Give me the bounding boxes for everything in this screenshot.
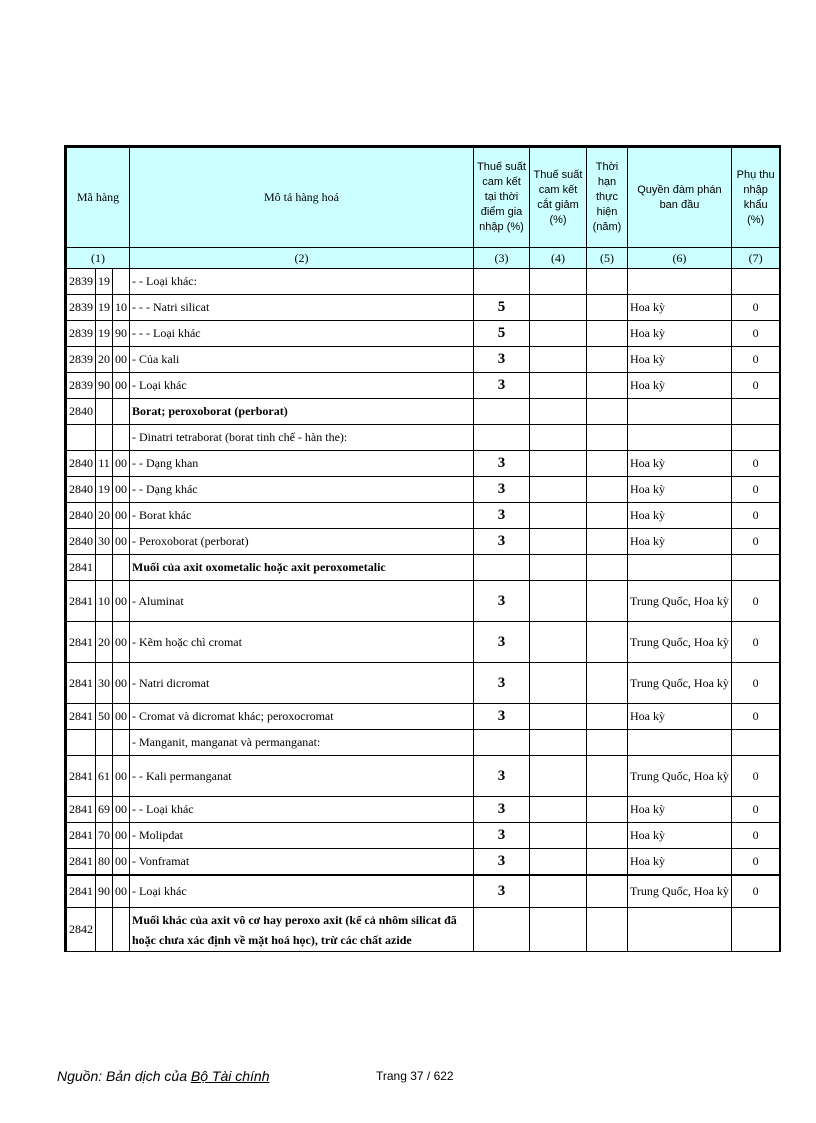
tariff-line-code-cell: 00 bbox=[113, 451, 130, 477]
tariff-line-code-cell bbox=[113, 730, 130, 756]
footer-source-prefix: Nguồn: Bản dịch của bbox=[57, 1068, 191, 1084]
subheading-code-cell: 19 bbox=[96, 295, 113, 321]
rate-cut-cell bbox=[530, 730, 587, 756]
subheading-code-cell: 19 bbox=[96, 269, 113, 295]
description-cell: - Loại khác bbox=[130, 373, 474, 399]
negotiation-rights-cell bbox=[628, 730, 732, 756]
heading-code-cell: 2841 bbox=[66, 555, 96, 581]
heading-code-cell: 2841 bbox=[66, 663, 96, 704]
negotiation-rights-cell: Hoa kỳ bbox=[628, 347, 732, 373]
table-row bbox=[66, 451, 781, 477]
tariff-line-code-cell: 00 bbox=[113, 849, 130, 876]
subheading-code-cell: 19 bbox=[96, 477, 113, 503]
negotiation-rights-cell: Trung Quốc, Hoa kỳ bbox=[628, 622, 732, 663]
heading-code-cell: 2840 bbox=[66, 477, 96, 503]
tariff-line-code-cell: 10 bbox=[113, 295, 130, 321]
description-cell: - Của kali bbox=[130, 347, 474, 373]
header-surcharge: Phụ thu nhập khẩu (%) bbox=[731, 147, 780, 248]
description-cell: - - Dạng khác bbox=[130, 477, 474, 503]
subheading-code-cell bbox=[96, 399, 113, 425]
period-cell bbox=[587, 581, 628, 622]
description-cell: - Dinatri tetraborat (borat tinh chế - hàn the): bbox=[130, 425, 474, 451]
heading-code-cell bbox=[66, 730, 96, 756]
tariff-table bbox=[64, 145, 781, 952]
surcharge-cell: 0 bbox=[731, 321, 780, 347]
heading-code-cell: 2840 bbox=[66, 451, 96, 477]
header-period: Thời hạn thực hiện (năm) bbox=[587, 147, 628, 248]
description-cell: - Vonframat bbox=[130, 849, 474, 876]
tariff-line-code-cell: 00 bbox=[113, 503, 130, 529]
rate-cut-cell bbox=[530, 321, 587, 347]
rate-join-cell: 3 bbox=[474, 451, 530, 477]
table-row bbox=[66, 581, 781, 622]
tariff-line-code-cell: 90 bbox=[113, 321, 130, 347]
heading-code-cell: 2841 bbox=[66, 622, 96, 663]
period-cell bbox=[587, 908, 628, 952]
surcharge-cell: 0 bbox=[731, 347, 780, 373]
heading-code-cell: 2841 bbox=[66, 849, 96, 876]
heading-code-cell: 2841 bbox=[66, 797, 96, 823]
subheading-code-cell: 20 bbox=[96, 622, 113, 663]
subheading-code-cell: 80 bbox=[96, 849, 113, 876]
description-cell: - Peroxoborat (perborat) bbox=[130, 529, 474, 555]
subheading-code-cell bbox=[96, 730, 113, 756]
period-cell bbox=[587, 704, 628, 730]
rate-join-cell: 3 bbox=[474, 704, 530, 730]
period-cell bbox=[587, 399, 628, 425]
negotiation-rights-cell bbox=[628, 399, 732, 425]
surcharge-cell bbox=[731, 399, 780, 425]
subheading-code-cell: 50 bbox=[96, 704, 113, 730]
rate-join-cell bbox=[474, 425, 530, 451]
description-cell: - Natri dicromat bbox=[130, 663, 474, 704]
rate-join-cell: 3 bbox=[474, 622, 530, 663]
column-number: (3) bbox=[474, 248, 530, 269]
rate-cut-cell bbox=[530, 477, 587, 503]
rate-join-cell bbox=[474, 908, 530, 952]
period-cell bbox=[587, 347, 628, 373]
surcharge-cell: 0 bbox=[731, 622, 780, 663]
rate-cut-cell bbox=[530, 451, 587, 477]
description-cell: Borat; peroxoborat (perborat) bbox=[130, 399, 474, 425]
rate-cut-cell bbox=[530, 555, 587, 581]
rate-join-cell bbox=[474, 399, 530, 425]
period-cell bbox=[587, 503, 628, 529]
heading-code-cell: 2839 bbox=[66, 347, 96, 373]
description-cell: - - - Natri silicat bbox=[130, 295, 474, 321]
surcharge-cell: 0 bbox=[731, 849, 780, 876]
rate-join-cell: 3 bbox=[474, 347, 530, 373]
description-cell: - Kẽm hoặc chì cromat bbox=[130, 622, 474, 663]
description-cell: - Cromat và dicromat khác; peroxocromat bbox=[130, 704, 474, 730]
negotiation-rights-cell: Hoa kỳ bbox=[628, 373, 732, 399]
table-row bbox=[66, 663, 781, 704]
negotiation-rights-cell: Hoa kỳ bbox=[628, 823, 732, 849]
subheading-code-cell: 20 bbox=[96, 347, 113, 373]
table-row bbox=[66, 823, 781, 849]
tariff-line-code-cell bbox=[113, 269, 130, 295]
period-cell bbox=[587, 823, 628, 849]
surcharge-cell: 0 bbox=[731, 704, 780, 730]
heading-code-cell: 2841 bbox=[66, 756, 96, 797]
negotiation-rights-cell: Hoa kỳ bbox=[628, 529, 732, 555]
table-row bbox=[66, 321, 781, 347]
subheading-code-cell: 30 bbox=[96, 663, 113, 704]
subheading-code-cell: 10 bbox=[96, 581, 113, 622]
tariff-line-code-cell bbox=[113, 399, 130, 425]
negotiation-rights-cell: Hoa kỳ bbox=[628, 321, 732, 347]
surcharge-cell: 0 bbox=[731, 797, 780, 823]
rate-join-cell: 3 bbox=[474, 529, 530, 555]
surcharge-cell bbox=[731, 730, 780, 756]
period-cell bbox=[587, 849, 628, 876]
heading-code-cell: 2839 bbox=[66, 295, 96, 321]
table-row bbox=[66, 477, 781, 503]
period-cell bbox=[587, 730, 628, 756]
period-cell bbox=[587, 529, 628, 555]
tariff-line-code-cell: 00 bbox=[113, 823, 130, 849]
table-row bbox=[66, 295, 781, 321]
subheading-code-cell bbox=[96, 908, 113, 952]
negotiation-rights-cell: Trung Quốc, Hoa kỳ bbox=[628, 756, 732, 797]
surcharge-cell: 0 bbox=[731, 373, 780, 399]
surcharge-cell: 0 bbox=[731, 823, 780, 849]
table-row bbox=[66, 730, 781, 756]
tariff-line-code-cell: 00 bbox=[113, 622, 130, 663]
period-cell bbox=[587, 477, 628, 503]
period-cell bbox=[587, 451, 628, 477]
negotiation-rights-cell: Hoa kỳ bbox=[628, 849, 732, 876]
table-row bbox=[66, 704, 781, 730]
surcharge-cell bbox=[731, 425, 780, 451]
negotiation-rights-cell: Hoa kỳ bbox=[628, 451, 732, 477]
tariff-body bbox=[66, 269, 781, 952]
tariff-line-code-cell bbox=[113, 555, 130, 581]
heading-code-cell: 2842 bbox=[66, 908, 96, 952]
column-number: (5) bbox=[587, 248, 628, 269]
subheading-code-cell: 69 bbox=[96, 797, 113, 823]
negotiation-rights-cell bbox=[628, 425, 732, 451]
tariff-line-code-cell: 00 bbox=[113, 663, 130, 704]
surcharge-cell: 0 bbox=[731, 875, 780, 908]
subheading-code-cell: 61 bbox=[96, 756, 113, 797]
column-number: (4) bbox=[530, 248, 587, 269]
negotiation-rights-cell bbox=[628, 908, 732, 952]
rate-cut-cell bbox=[530, 529, 587, 555]
heading-code-cell: 2840 bbox=[66, 529, 96, 555]
tariff-line-code-cell: 00 bbox=[113, 477, 130, 503]
table-row bbox=[66, 849, 781, 876]
tariff-line-code-cell: 00 bbox=[113, 797, 130, 823]
negotiation-rights-cell: Hoa kỳ bbox=[628, 477, 732, 503]
subheading-code-cell: 11 bbox=[96, 451, 113, 477]
rate-cut-cell bbox=[530, 663, 587, 704]
table-row bbox=[66, 503, 781, 529]
description-cell: - - - Loại khác bbox=[130, 321, 474, 347]
surcharge-cell: 0 bbox=[731, 663, 780, 704]
rate-cut-cell bbox=[530, 849, 587, 876]
tariff-line-code-cell: 00 bbox=[113, 347, 130, 373]
surcharge-cell bbox=[731, 555, 780, 581]
subheading-code-cell: 19 bbox=[96, 321, 113, 347]
tariff-line-code-cell bbox=[113, 425, 130, 451]
header-description: Mô tả hàng hoá bbox=[130, 147, 474, 248]
rate-cut-cell bbox=[530, 704, 587, 730]
heading-code-cell: 2839 bbox=[66, 269, 96, 295]
tariff-line-code-cell: 00 bbox=[113, 529, 130, 555]
period-cell bbox=[587, 622, 628, 663]
period-cell bbox=[587, 663, 628, 704]
tariff-line-code-cell: 00 bbox=[113, 581, 130, 622]
rate-cut-cell bbox=[530, 503, 587, 529]
description-cell: - Molipdat bbox=[130, 823, 474, 849]
table-row bbox=[66, 908, 781, 952]
description-cell: - Loại khác bbox=[130, 875, 474, 908]
rate-join-cell: 3 bbox=[474, 503, 530, 529]
page-number: Trang 37 / 622 bbox=[376, 1069, 454, 1083]
rate-cut-cell bbox=[530, 908, 587, 952]
negotiation-rights-cell: Hoa kỳ bbox=[628, 295, 732, 321]
tariff-line-code-cell: 00 bbox=[113, 875, 130, 908]
column-number: (7) bbox=[731, 248, 780, 269]
column-number: (6) bbox=[628, 248, 732, 269]
heading-code-cell: 2841 bbox=[66, 823, 96, 849]
period-cell bbox=[587, 373, 628, 399]
header-row bbox=[66, 147, 781, 248]
negotiation-rights-cell: Trung Quốc, Hoa kỳ bbox=[628, 581, 732, 622]
table-row bbox=[66, 425, 781, 451]
surcharge-cell: 0 bbox=[731, 756, 780, 797]
table-row bbox=[66, 756, 781, 797]
heading-code-cell: 2839 bbox=[66, 321, 96, 347]
subheading-code-cell: 70 bbox=[96, 823, 113, 849]
rate-join-cell: 3 bbox=[474, 477, 530, 503]
column-number: (1) bbox=[66, 248, 130, 269]
description-cell: - - Kali permanganat bbox=[130, 756, 474, 797]
period-cell bbox=[587, 555, 628, 581]
rate-join-cell bbox=[474, 555, 530, 581]
rate-cut-cell bbox=[530, 875, 587, 908]
rate-join-cell: 3 bbox=[474, 849, 530, 876]
negotiation-rights-cell: Hoa kỳ bbox=[628, 797, 732, 823]
subheading-code-cell: 20 bbox=[96, 503, 113, 529]
surcharge-cell: 0 bbox=[731, 581, 780, 622]
surcharge-cell bbox=[731, 269, 780, 295]
rate-cut-cell bbox=[530, 269, 587, 295]
rate-join-cell: 3 bbox=[474, 373, 530, 399]
rate-cut-cell bbox=[530, 581, 587, 622]
description-cell: - - Loại khác bbox=[130, 797, 474, 823]
footer-source bbox=[57, 1068, 269, 1084]
description-cell: - - Dạng khan bbox=[130, 451, 474, 477]
heading-code-cell bbox=[66, 425, 96, 451]
period-cell bbox=[587, 295, 628, 321]
surcharge-cell: 0 bbox=[731, 477, 780, 503]
column-number-row bbox=[66, 248, 781, 269]
header-rate-join: Thuế suất cam kết tại thời điểm gia nhập (%) bbox=[474, 147, 530, 248]
surcharge-cell: 0 bbox=[731, 529, 780, 555]
tariff-line-code-cell: 00 bbox=[113, 756, 130, 797]
heading-code-cell: 2839 bbox=[66, 373, 96, 399]
rate-join-cell: 5 bbox=[474, 321, 530, 347]
table-row bbox=[66, 373, 781, 399]
subheading-code-cell: 90 bbox=[96, 373, 113, 399]
rate-cut-cell bbox=[530, 425, 587, 451]
subheading-code-cell bbox=[96, 425, 113, 451]
rate-cut-cell bbox=[530, 823, 587, 849]
heading-code-cell: 2841 bbox=[66, 581, 96, 622]
rate-join-cell bbox=[474, 730, 530, 756]
header-code: Mã hàng bbox=[66, 147, 130, 248]
rate-cut-cell bbox=[530, 347, 587, 373]
rate-join-cell: 3 bbox=[474, 823, 530, 849]
table-row bbox=[66, 399, 781, 425]
ministry-of-finance-link[interactable]: Bộ Tài chính bbox=[190, 1068, 270, 1084]
negotiation-rights-cell: Hoa kỳ bbox=[628, 704, 732, 730]
rate-join-cell: 3 bbox=[474, 875, 530, 908]
period-cell bbox=[587, 321, 628, 347]
rate-cut-cell bbox=[530, 399, 587, 425]
rate-cut-cell bbox=[530, 756, 587, 797]
rate-join-cell bbox=[474, 269, 530, 295]
surcharge-cell: 0 bbox=[731, 295, 780, 321]
surcharge-cell bbox=[731, 908, 780, 952]
rate-cut-cell bbox=[530, 373, 587, 399]
rate-join-cell: 3 bbox=[474, 581, 530, 622]
surcharge-cell: 0 bbox=[731, 503, 780, 529]
table-row bbox=[66, 875, 781, 908]
table-row bbox=[66, 269, 781, 295]
rate-cut-cell bbox=[530, 797, 587, 823]
tariff-line-code-cell: 00 bbox=[113, 704, 130, 730]
negotiation-rights-cell bbox=[628, 269, 732, 295]
header-rate-cut: Thuế suất cam kết cắt giảm (%) bbox=[530, 147, 587, 248]
negotiation-rights-cell: Trung Quốc, Hoa kỳ bbox=[628, 663, 732, 704]
heading-code-cell: 2841 bbox=[66, 704, 96, 730]
rate-cut-cell bbox=[530, 622, 587, 663]
period-cell bbox=[587, 269, 628, 295]
negotiation-rights-cell bbox=[628, 555, 732, 581]
period-cell bbox=[587, 797, 628, 823]
subheading-code-cell: 90 bbox=[96, 875, 113, 908]
rate-join-cell: 5 bbox=[474, 295, 530, 321]
rate-join-cell: 3 bbox=[474, 663, 530, 704]
description-cell: - Aluminat bbox=[130, 581, 474, 622]
header-negotiation: Quyền đàm phán ban đầu bbox=[628, 147, 732, 248]
table-row bbox=[66, 622, 781, 663]
rate-join-cell: 3 bbox=[474, 756, 530, 797]
rate-cut-cell bbox=[530, 295, 587, 321]
description-cell: Muối của axit oxometalic hoặc axit peroxometalic bbox=[130, 555, 474, 581]
description-cell: - Borat khác bbox=[130, 503, 474, 529]
heading-code-cell: 2841 bbox=[66, 875, 96, 908]
table-row bbox=[66, 797, 781, 823]
table-row bbox=[66, 555, 781, 581]
period-cell bbox=[587, 425, 628, 451]
surcharge-cell: 0 bbox=[731, 451, 780, 477]
tariff-line-code-cell: 00 bbox=[113, 373, 130, 399]
heading-code-cell: 2840 bbox=[66, 503, 96, 529]
description-cell: Muối khác của axit vô cơ hay peroxo axit (kể cả nhôm silicat đã hoặc chưa xác định về mặt hoá học), trừ các chất azide bbox=[130, 908, 474, 952]
period-cell bbox=[587, 875, 628, 908]
description-cell: - - Loại khác: bbox=[130, 269, 474, 295]
table-row bbox=[66, 529, 781, 555]
tariff-line-code-cell bbox=[113, 908, 130, 952]
column-number: (2) bbox=[130, 248, 474, 269]
negotiation-rights-cell: Hoa kỳ bbox=[628, 503, 732, 529]
period-cell bbox=[587, 756, 628, 797]
rate-join-cell: 3 bbox=[474, 797, 530, 823]
subheading-code-cell: 30 bbox=[96, 529, 113, 555]
negotiation-rights-cell: Trung Quốc, Hoa kỳ bbox=[628, 875, 732, 908]
table-row bbox=[66, 347, 781, 373]
heading-code-cell: 2840 bbox=[66, 399, 96, 425]
subheading-code-cell bbox=[96, 555, 113, 581]
description-cell: - Manganit, manganat và permanganat: bbox=[130, 730, 474, 756]
